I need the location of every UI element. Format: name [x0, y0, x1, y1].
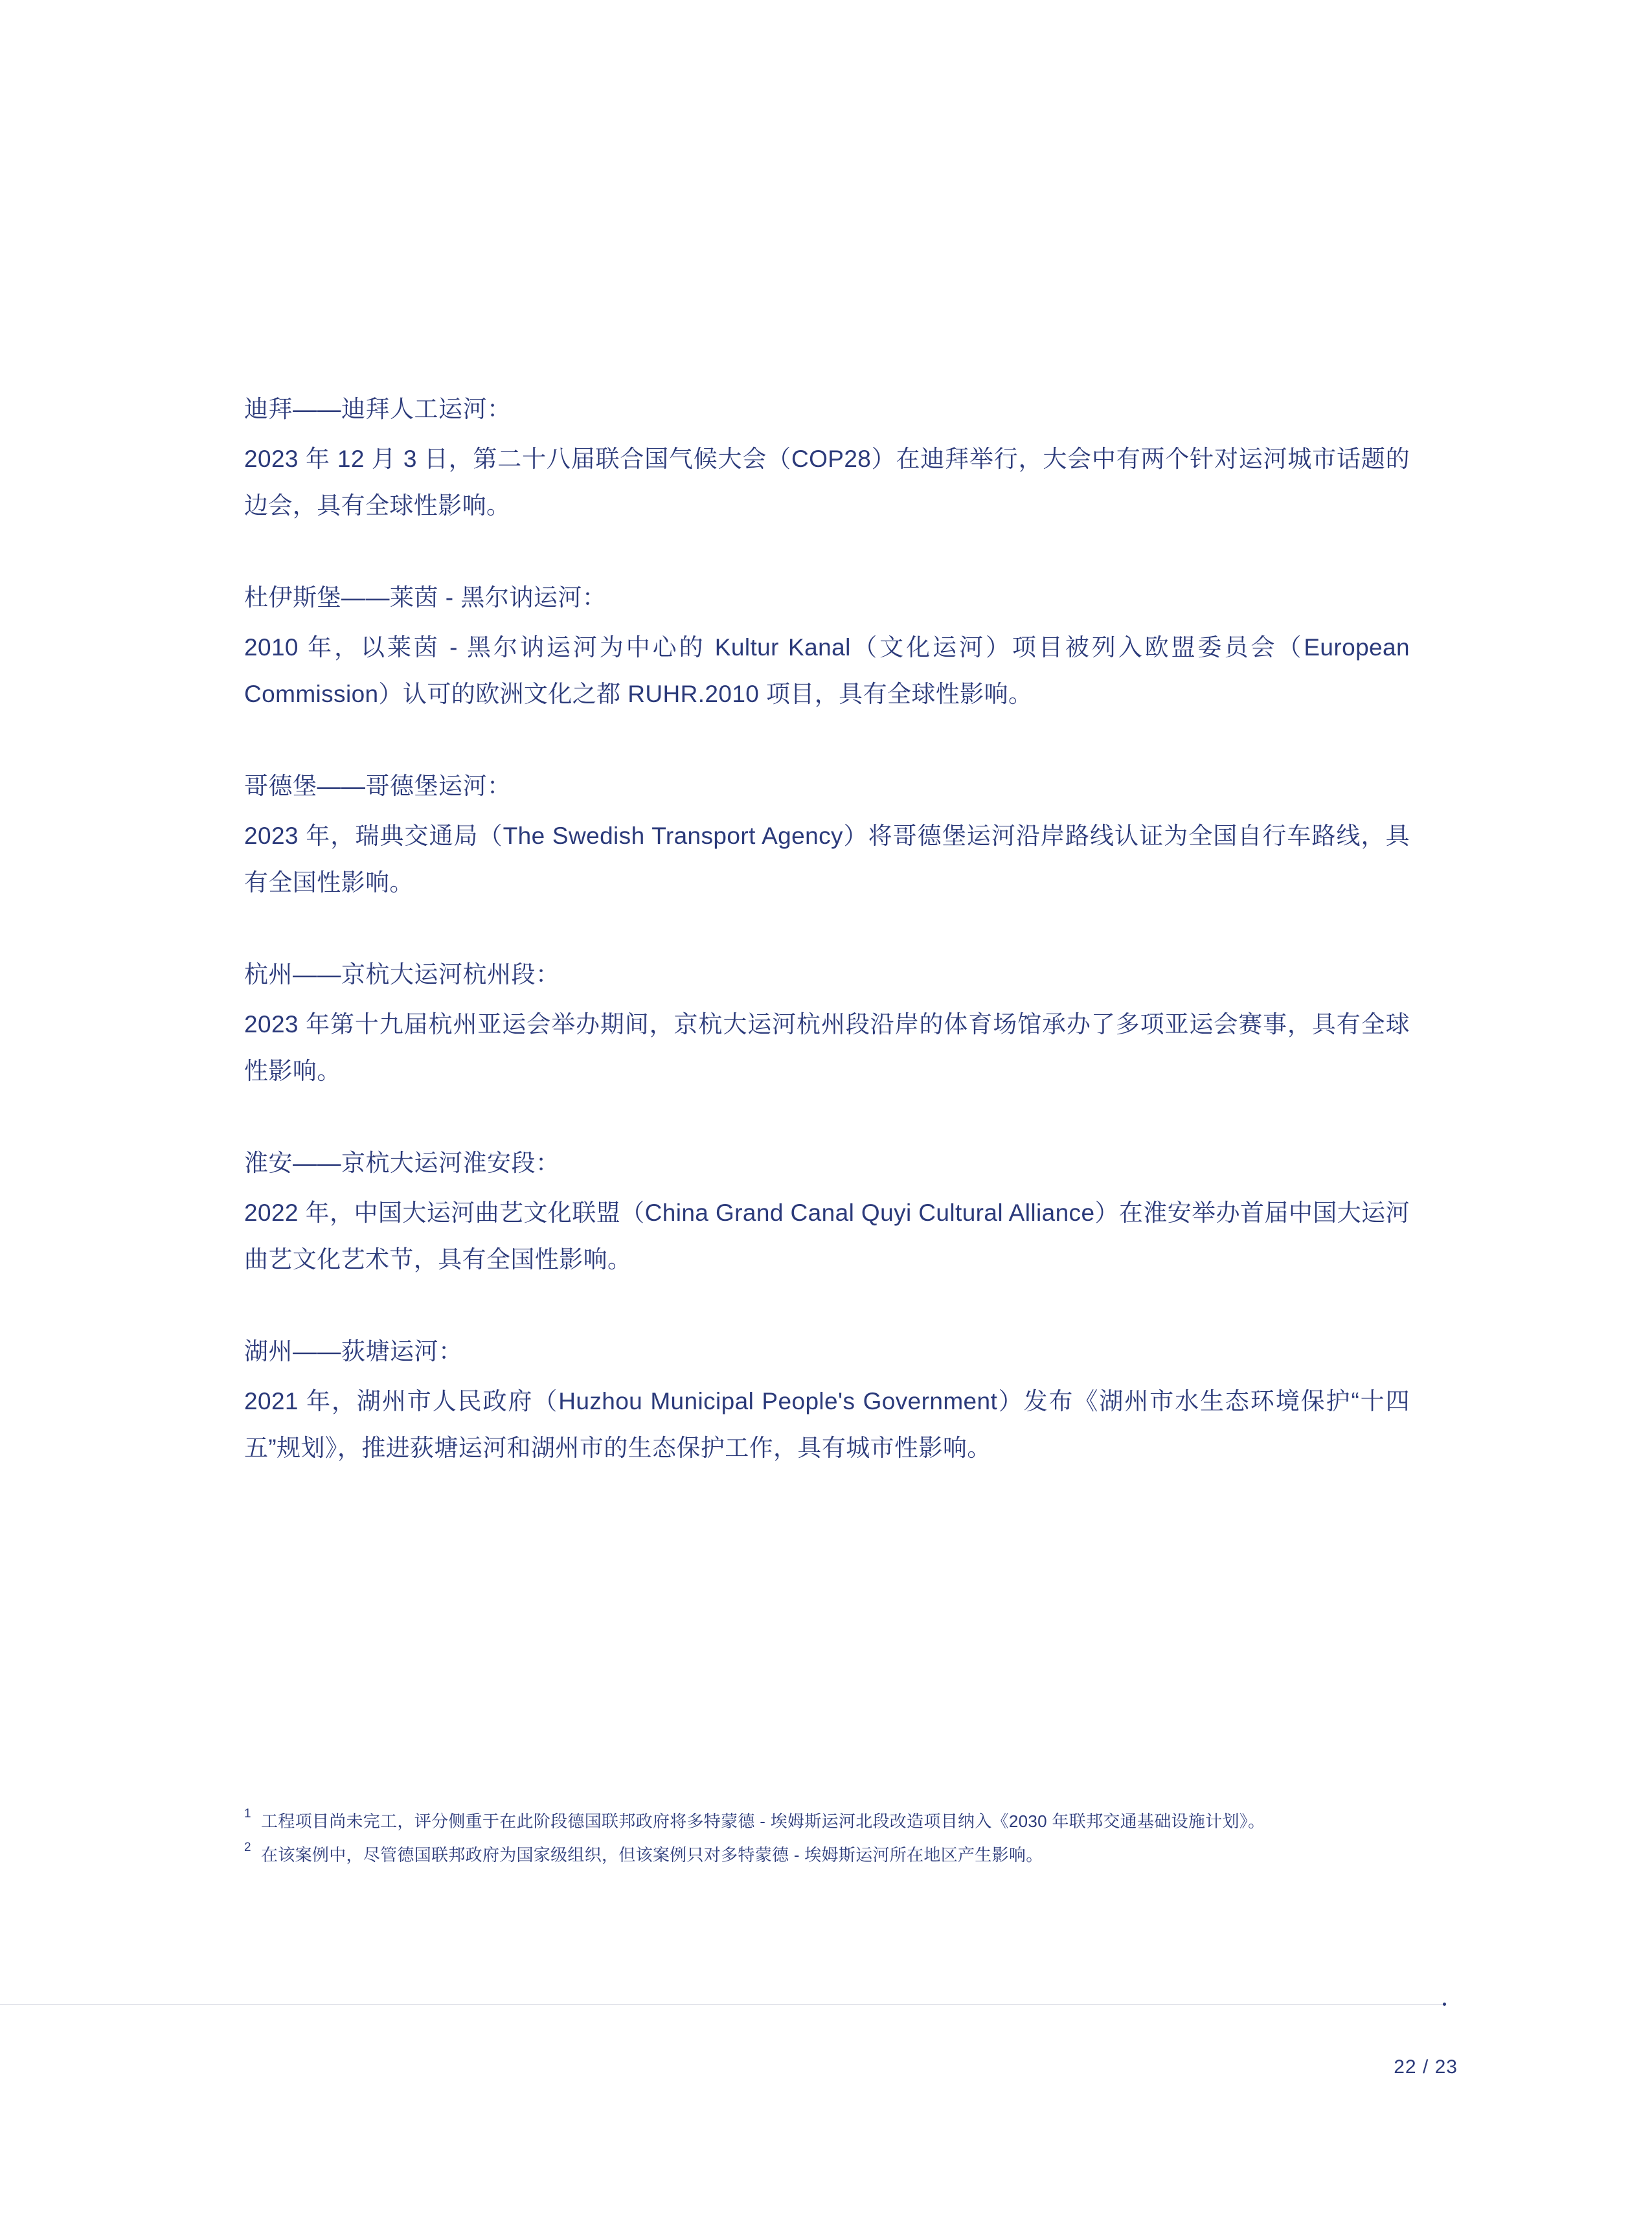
entry-title: 迪拜——迪拜人工运河：: [244, 396, 512, 422]
entry-title: 淮安——京杭大运河淮安段：: [244, 1150, 560, 1177]
footnote-text: 在该案例中，尽管德国联邦政府为国家级组织，但该案例只对多特蒙德 - 埃姆斯运河所在地区产生影响。: [261, 1845, 1043, 1865]
entry-duisburg: [244, 577, 1410, 718]
footnote-item: [244, 1841, 1410, 1870]
footer-dot-marker: [1443, 2003, 1446, 2006]
entry-body: 2023 年，瑞典交通局（The Swedish Transport Agency）将哥德堡运河沿岸路线认证为全国自行车路线，具有全国性影响。: [244, 822, 1410, 896]
entry-body: 2010 年，以莱茵 - 黑尔讷运河为中心的 Kultur Kanal（文化运河）项目被列入欧盟委员会（European Commission）认可的欧洲文化之都 RUHR.2010 项目，具有全球性影响。: [244, 633, 1410, 707]
page-number: 22 / 23: [1394, 2056, 1458, 2078]
footnote-marker: 2: [244, 1840, 251, 1854]
entry-title: 湖州——荻塘运河：: [244, 1338, 463, 1365]
entry-body: 2023 年 12 月 3 日，第二十八届联合国气候大会（COP28）在迪拜举行，大会中有两个针对运河城市话题的边会，具有全球性影响。: [244, 445, 1410, 519]
footnote-marker: 1: [244, 1807, 251, 1821]
entry-title: 杜伊斯堡——莱茵 - 黑尔讷运河：: [244, 584, 607, 611]
entry-body: 2023 年第十九届杭州亚运会举办期间，京杭大运河杭州段沿岸的体育场馆承办了多项亚运会赛事，具有全球性影响。: [244, 1010, 1410, 1084]
footnotes-section: [244, 1807, 1410, 1874]
entry-hangzhou: [244, 954, 1410, 1095]
entry-gothenburg: [244, 766, 1410, 906]
footnote-item: [244, 1807, 1410, 1837]
entry-body: 2021 年，湖州市人民政府（Huzhou Municipal People's Government）发布《湖州市水生态环境保护“十四五”规划》，推进荻塘运河和湖州市的生态保护工作，具有城市性影响。: [244, 1387, 1410, 1462]
document-body: [244, 389, 1410, 1519]
entry-body: 2022 年，中国大运河曲艺文化联盟（China Grand Canal Quyi Cultural Alliance）在淮安举办首届中国大运河曲艺文化艺术节，具有全国性影响。: [244, 1199, 1410, 1273]
entry-dubai: [244, 389, 1410, 529]
footnote-text: 工程项目尚未完工，评分侧重于在此阶段德国联邦政府将多特蒙德 - 埃姆斯运河北段改造项目纳入《2030 年联邦交通基础设施计划》。: [261, 1811, 1265, 1831]
entry-title: 杭州——京杭大运河杭州段：: [244, 961, 560, 988]
entry-huzhou: [244, 1331, 1410, 1471]
entry-title: 哥德堡——哥德堡运河：: [244, 773, 512, 800]
entry-huaian: [244, 1142, 1410, 1283]
